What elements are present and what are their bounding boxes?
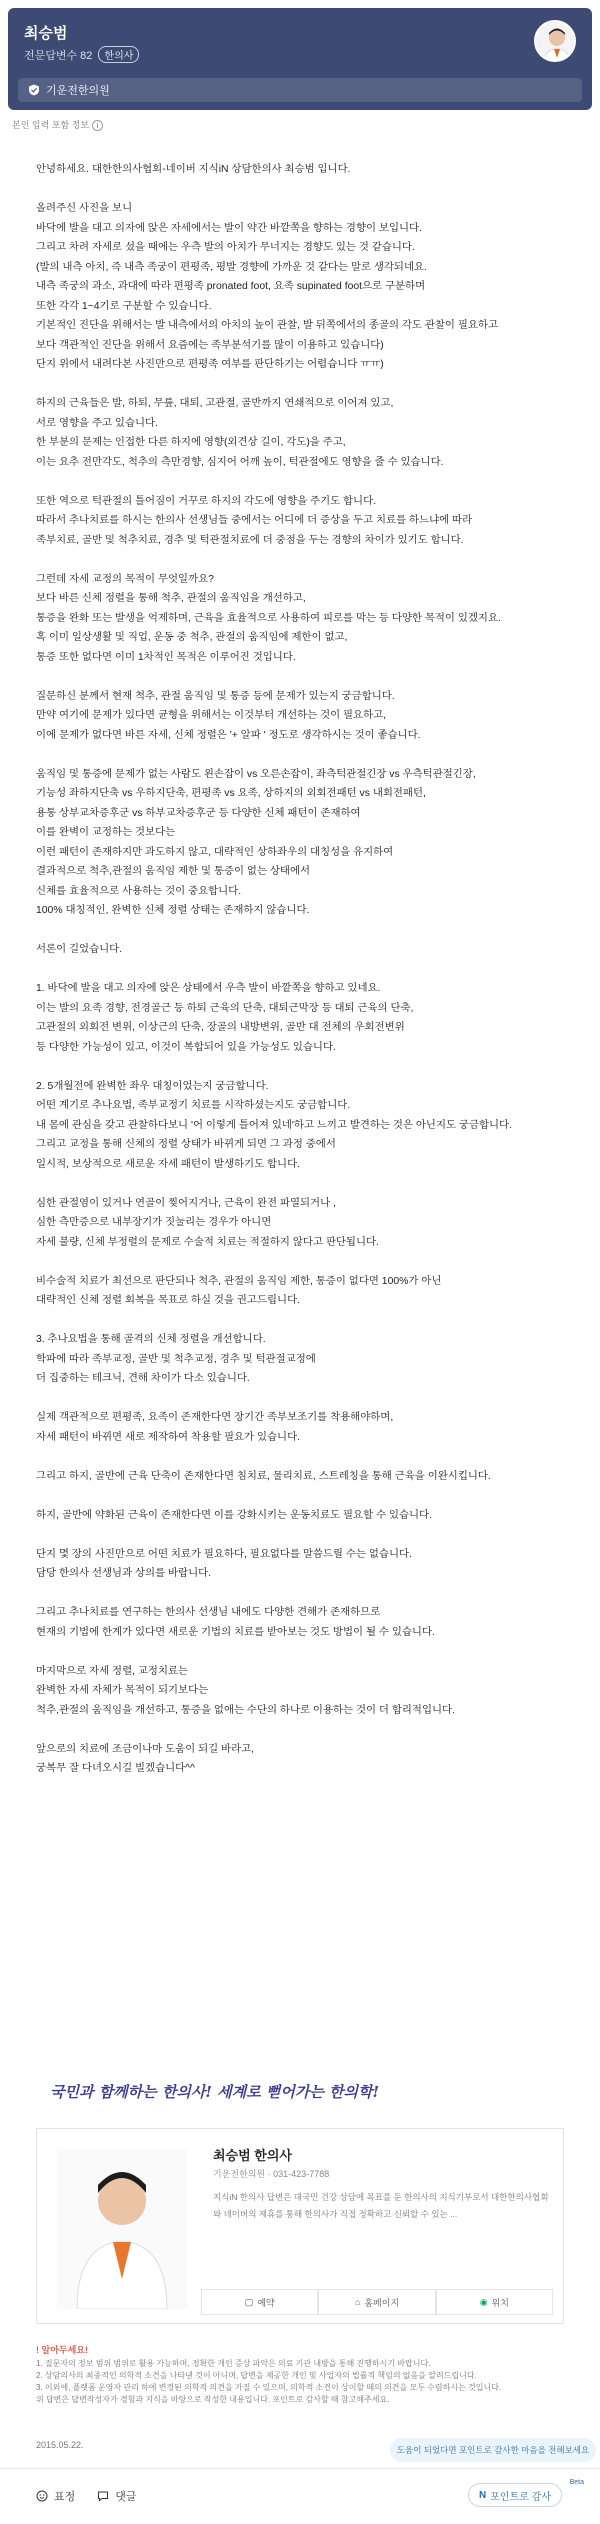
role-badge: 한의사 xyxy=(98,46,139,63)
comment-label: 댓글 xyxy=(115,2491,137,2503)
notice-line: 위 답변은 답변작성자가 경험과 지식을 바탕으로 작성한 내용입니다. 포인트로 감사할 때 참고해주세요. xyxy=(36,2395,390,2404)
answer-paragraph: 2. 5개월전에 완벽한 좌우 대칭이었는지 궁금합니다. 어떤 계기로 추나요법, 족부교정기 치료를 시작하셨는지도 궁금합니다. 내 몸에 관심을 갖고 관찰하다보니 '어 이렇게 틀어져 있네'하고 느끼고 발견하는 것은 아닌지도 궁금합니다. 그리고 교정을 통해 신체의 정렬 상태가 바뀌게 되면 그 과정 중에서 일시적, 보상적으로 새로운 자세 패턴이 발생하기도 합니다. xyxy=(36,1080,512,1170)
avatar[interactable] xyxy=(534,20,576,62)
answer-paragraph: 마지막으로 자세 정렬, 교정치료는 완벽한 자세 자체가 목적이 되기보다는 척추,관절의 움직임을 개선하고, 통증을 없애는 수단의 하나로 이용하는 것이 더 합리적입니다. xyxy=(36,1665,455,1716)
answer-paragraph: 단지 몇 장의 사진만으로 어떤 치료가 필요하다, 필요없다를 말씀드릴 수는 없습니다. 담당 한의사 선생님과 상의를 바랍니다. xyxy=(36,1548,412,1579)
homepage-label: 홈페이지 xyxy=(364,2297,400,2308)
profile-actions xyxy=(201,2289,553,2315)
answer-paragraph: 그리고 하지, 골반에 근육 단축이 존재한다면 침치료, 물리치료, 스트레칭을 통해 근육을 이완시킵니다. xyxy=(36,1470,491,1482)
answerer-subtitle xyxy=(24,46,139,63)
profile-org: 기운전한의원 · 031-423-7788 xyxy=(213,2169,330,2179)
notice-title-text: 알아두세요! xyxy=(41,2345,88,2355)
location-label: 위치 xyxy=(491,2297,509,2308)
point-thanks-label: 포인트로 감사 xyxy=(490,2491,551,2503)
answer-date: 2015.05.22. xyxy=(36,2440,84,2450)
answer-paragraph: 심한 관절염이 있거나 연골이 찢어지거나, 근육이 완전 파열되거나 , 심한 측만증으로 내부장기가 짓눌리는 경우가 아니면 자세 불량, 신체 부정렬의 문제로 수술적 치료는 적절하지 않다고 판단됩니다. xyxy=(36,1197,379,1248)
answer-paragraph: 질문하신 분께서 현재 척추, 관절 움직임 및 통증 등에 문제가 있는지 궁금합니다. 만약 여기에 문제가 있다면 균형을 위해서는 이것부터 개선하는 것이 필요하고, 이에 문제가 없다면 바른 자세, 신체 정렬은 '+ 알파 ' 정도로 생각하시는 것이 좋습니다. xyxy=(36,690,421,741)
notice-box xyxy=(36,2344,564,2406)
answer-paragraph: 앞으로의 치료에 조금이나마 도움이 되길 바라고, 궁복무 잘 다녀오시길 빌겠습니다^^ xyxy=(36,1743,255,1774)
answer-paragraph: 또한 역으로 턱관절의 틀어짐이 거꾸로 하지의 각도에 영향을 주기도 합니다. 따라서 추나치료를 하시는 한의사 선생님들 중에서는 어디에 더 증상을 두고 치료를 하느냐에 따라 족부치료, 골반 및 척추치료, 경추 및 턱관절치료에 더 중점을 두는 경향의 차이가 있기도 합니다. xyxy=(36,495,473,546)
doctor-photo xyxy=(57,2149,187,2309)
location-button[interactable] xyxy=(436,2289,553,2315)
comment-button[interactable] xyxy=(97,2488,136,2504)
self-input-note xyxy=(12,118,103,131)
point-tooltip: 도움이 되었다면 포인트로 감사한 마음을 전해보세요 xyxy=(390,2438,596,2462)
notice-line: 2. 상담의사의 최종적인 의학적 소견을 나타낸 것이 아니며, 답변을 제공한 개인 및 사업자의 법률적 책임의 없음을 알려드립니다. xyxy=(36,2371,477,2380)
clinic-name: 기운전한의원 xyxy=(46,85,110,97)
home-icon: ⌂ xyxy=(354,2297,361,2307)
slogan-banner xyxy=(40,2076,560,2106)
notice-line: 1. 질문자의 정보 범위 범위로 활용 가능하며, 정확한 개인 증상 파악은 의료 기관 내방을 통해 진행하시기 바랍니다. xyxy=(36,2359,431,2368)
slogan-text: 국민과 함께하는 한의사! 세계로 뻗어가는 한의학! xyxy=(50,2083,380,2101)
point-thanks-button[interactable] xyxy=(468,2483,562,2507)
answer-paragraph: 하지의 근육들은 발, 하퇴, 무릎, 대퇴, 고관절, 골반까지 연쇄적으로 이어져 있고, 서로 영향을 주고 있습니다. 한 부분의 문제는 인접한 다른 하지에 영향(외견상 길이, 각도)을 주고, 이는 요추 전만각도, 척추의 측만경향, 심지어 어깨 높이, 턱관절에도 영향을 줄 수 있습니다. xyxy=(36,398,444,468)
reserve-button[interactable] xyxy=(201,2289,318,2315)
self-input-label: 본인 입력 포함 정보 xyxy=(12,120,90,130)
profile-card xyxy=(36,2128,564,2324)
answer-paragraph: 하지, 골반에 약화된 근육이 존재한다면 이를 강화시키는 운동치료도 필요할 수 있습니다. xyxy=(36,1509,432,1521)
answer-body xyxy=(36,160,576,1798)
naver-icon: N xyxy=(479,2489,487,2501)
answerer-name: 최승범 xyxy=(24,25,68,42)
answer-paragraph: 안녕하세요. 대한한의사협회-네이버 지식iN 상담한의사 최승범 입니다. xyxy=(36,164,351,175)
answerer-card xyxy=(8,8,592,110)
beta-label: Beta xyxy=(569,2479,584,2486)
profile-description: 지식iN 한의사 답변은 대국민 건강 상담에 목표를 둔 한의사의 지식기부로서 대한한의사협회와 네이버의 제휴를 통해 한의사가 직접 정확하고 신뢰할 수 있는 ... xyxy=(213,2192,549,2219)
warning-icon: ! xyxy=(36,2345,42,2355)
answer-paragraph: 올려주신 사진을 보니 바닥에 발을 대고 의자에 앉은 자세에서는 발이 약간 바깥쪽을 향하는 경향이 보입니다. 그리고 차려 자세로 섰을 때에는 우측 발의 아치가 무너지는 경향도 있는 것 같습니다. (발의 내측 아치, 즉 내측 족궁이 편평족, 평발 경향에 가까운 것 같다는 말로 생각되네요. 내측 족궁의 과소, 과대에 따라 편평족 pronated foot, 요족 supinated foot으로 구분하며 또한 각각 1~4기로 구분할 수 있습니다. 기본적인 진단을 위해서는 발 내측에서의 아치의 높이 관찰, 발 뒤쪽에서의 종골의 각도 관찰이 필요하고 보다 객관적인 진단을 위해서 요즘에는 족부분석기를 많이 이용하고 있습니다) 단지 위에서 내려다본 사진만으로 편평족 여부를 판단하기는 어렵습니다 ㅠㅠ) xyxy=(36,203,498,370)
clinic-strip[interactable] xyxy=(18,78,582,102)
avatar-image xyxy=(536,22,576,62)
location-pin-icon: ◉ xyxy=(479,2296,488,2307)
answer-paragraph: 움직임 및 통증에 문제가 없는 사람도 왼손잡이 vs 오른손잡이, 좌측턱관절긴장 vs 우측턱관절긴장, 기능성 좌하지단축 vs 우하지단축, 편평족 vs 요족, 상하지의 외회전패턴 vs 내회전패턴, 용통 상부교차증후군 vs 하부교차증후군 등 다양한 신체 패턴이 존재하여 이를 완벽이 교정하는 것보다는 이런 패턴이 존재하지만 과도하지 않고, 대략적인 상하좌우의 대칭성을 유지하여 결과적으로 척추,관절의 움직임 제한 및 통증이 없는 상태에서 신체를 효율적으로 사용하는 것이 중요합니다. 100% 대칭적인, 완벽한 신체 정렬 상태는 존재하지 않습니다. xyxy=(36,768,476,916)
answer-paragraph: 그런데 자세 교정의 목적이 무엇일까요? 보다 바른 신체 정렬을 통해 척추, 관절의 움직임을 개선하고, 통증을 완화 또는 발생을 억제하며, 근육을 효율적으로 사용하여 피로를 막는 등 다양한 목적이 있겠지요. 혹 이미 일상생활 및 직업, 운동 중 척추, 관절의 움직임에 제한이 없고, 통증 또한 없다면 이미 1차적인 목적은 이루어진 것입니다. xyxy=(36,573,501,663)
info-icon[interactable]: i xyxy=(92,120,103,131)
notice-line: 3. 이외에, 플랫폼 운영자 관리 하에 변경된 의학적 의견을 가질 수 있으며, 의학적 소견이 상이할 때의 의견을 모두 수렴하시는 것입니다. xyxy=(36,2383,502,2392)
answer-paragraph: 비수술적 치료가 최선으로 판단되나 척추, 관절의 움직임 제한, 통증이 없다면 100%가 아닌 대략적인 신체 정렬 회복을 목표로 하실 것을 권고드립니다. xyxy=(36,1275,442,1306)
reaction-button[interactable] xyxy=(36,2488,75,2504)
homepage-button[interactable] xyxy=(318,2289,435,2315)
calendar-icon: ▢ xyxy=(244,2296,254,2307)
comment-icon xyxy=(97,2490,109,2502)
answer-paragraph: 1. 바닥에 발을 대고 의자에 앉은 상태에서 우측 발이 바깥쪽을 향하고 있네요. 이는 발의 요족 경향, 전경골근 등 하퇴 근육의 단축, 대퇴근막장 등 대퇴 근육의 단축, 고관절의 외회전 변위, 이상근의 단축, 장골의 내방변위, 골반 대 전체의 우회전변위 등 다양한 가능성이 있고, 이것이 복합되어 있을 가능성도 있습니다. xyxy=(36,983,414,1053)
divider xyxy=(0,2468,600,2469)
answer-count: 전문답변수 82 xyxy=(24,50,93,62)
smile-icon xyxy=(36,2490,48,2502)
reaction-label: 표정 xyxy=(54,2491,76,2503)
reserve-label: 예약 xyxy=(257,2297,275,2308)
answer-paragraph: 서론이 길었습니다. xyxy=(36,944,123,955)
shield-icon xyxy=(28,84,40,96)
answer-paragraph: 3. 추나요법을 통해 골격의 신체 정렬을 개선합니다. 학파에 따라 족부교정, 골반 및 척추교정, 경추 및 턱관절교정에 더 집중하는 테크닉, 견해 차이가 다소 있습니다. xyxy=(36,1334,316,1384)
answer-paragraph: 실제 객관적으로 편평족, 요족이 존재한다면 장기간 족부보조기를 착용해야하며, 자세 패턴이 바뀌면 새로 제작하여 착용할 필요가 있습니다. xyxy=(36,1412,394,1443)
answer-paragraph: 그리고 추나치료를 연구하는 한의사 선생님 내에도 다양한 견해가 존재하므로 현재의 기법에 한계가 있다면 새로운 기법의 치료를 받아보는 것도 방법이 될 수 있습니다. xyxy=(36,1607,435,1638)
notice-title xyxy=(36,2344,564,2356)
profile-name: 최승범 한의사 xyxy=(213,2148,292,2163)
